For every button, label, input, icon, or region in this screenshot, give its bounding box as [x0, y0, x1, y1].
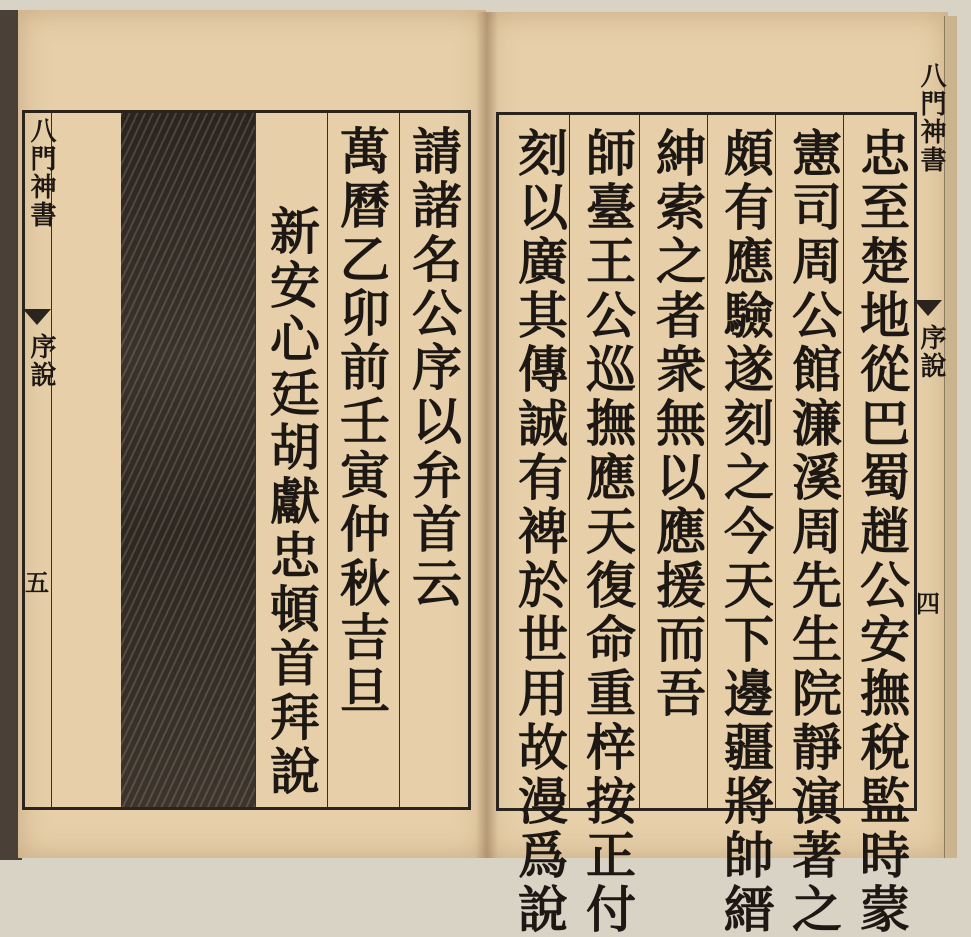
text-column-2: 憲司周公館濂溪周先生院靜演著之	[784, 127, 843, 937]
text-column-1: 請諸名公序以弁首云	[404, 125, 463, 611]
book-gutter	[476, 12, 498, 858]
block-center-title: 八門神書	[916, 62, 946, 174]
column-rule	[775, 115, 776, 808]
block-center-title: 八門神書	[26, 117, 56, 229]
text-column-1: 忠至楚地從巴蜀趙公安撫稅監時蒙	[852, 127, 911, 937]
fish-tail-mark	[23, 309, 51, 325]
left-page-frame	[22, 110, 471, 810]
column-rule	[255, 113, 256, 807]
fish-tail-mark	[914, 300, 942, 316]
text-column-2: 萬曆乙卯前壬寅仲秋吉旦	[332, 125, 391, 719]
page-number: 五	[25, 568, 49, 597]
column-rule	[569, 115, 570, 808]
page-number: 四	[916, 589, 940, 618]
signature-column: 新安心廷胡獻忠頓首拜說	[262, 205, 321, 799]
column-rule	[707, 115, 708, 808]
text-column-3: 頗有應驗遂刻之今天下邊疆將帥縉	[716, 127, 775, 937]
column-rule	[639, 115, 640, 808]
column-rule	[399, 113, 400, 807]
block-center-section: 序說	[26, 333, 56, 389]
block-center-section: 序說	[916, 324, 946, 380]
right-page-frame	[496, 112, 917, 937]
woodblock-illustration	[121, 113, 255, 807]
text-column-6: 刻以廣其傳誠有裨於世用故漫爲說	[510, 127, 569, 937]
text-column-4: 紳索之者衆無以應援而吾	[648, 127, 707, 721]
column-rule	[327, 113, 328, 807]
column-rule	[843, 115, 844, 808]
text-column-5: 師臺王公巡撫應天復命重梓按正付	[578, 127, 637, 937]
